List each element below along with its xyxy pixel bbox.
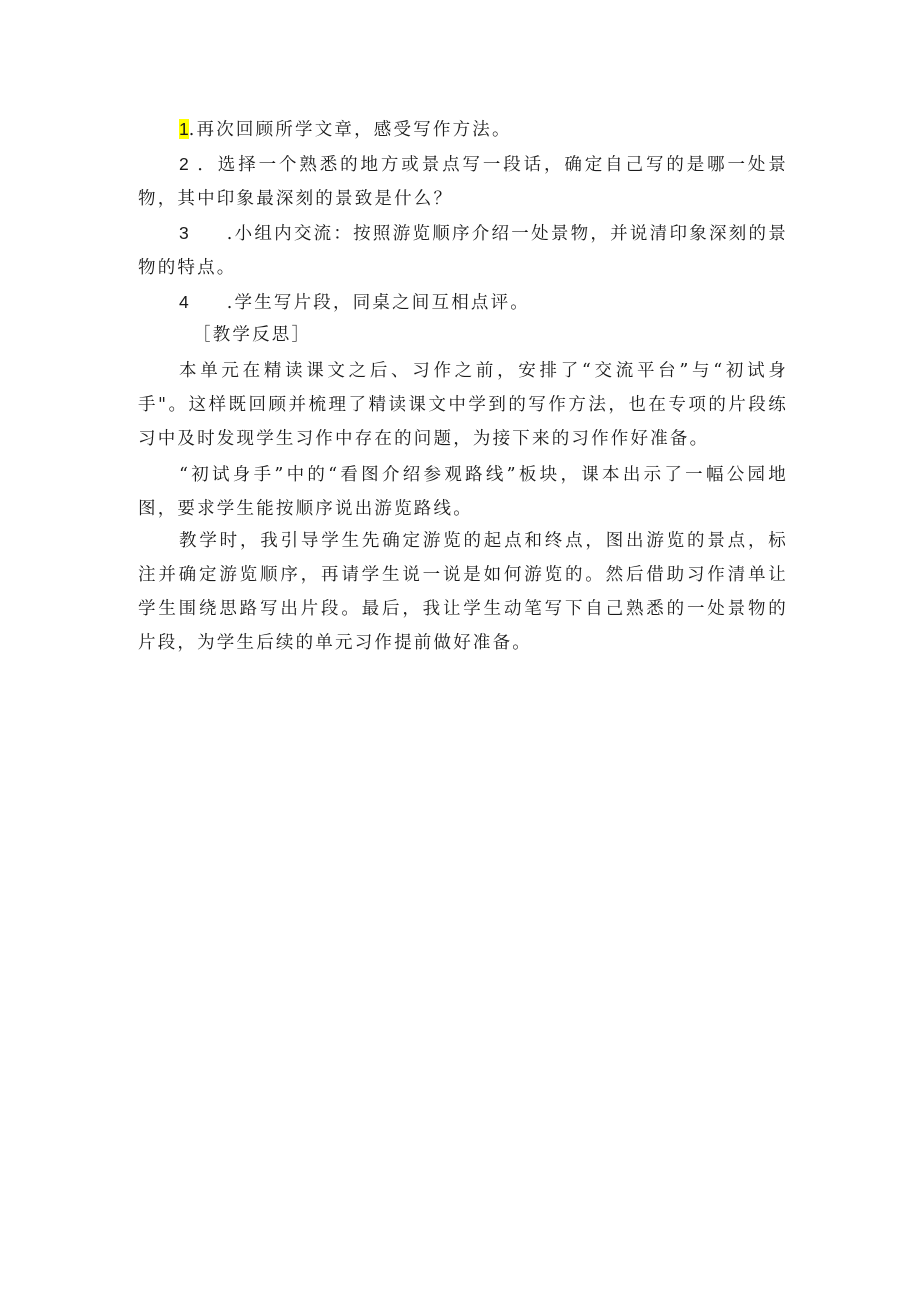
section-heading: ［教学反思］ [193, 325, 312, 345]
step-3 [138, 216, 788, 285]
reflection-paragraph-3: 教学时，我引导学生先确定游览的起点和终点，图出游览的景点，标注并确定游览顺序，再请学生说一说是如何游览的。然后借助习作清单让学生围绕思路写出片段。最后，我让学生动笔写下自己熟悉的一处景物的片段，为学生后续的单元习作提前做好准备。 [138, 531, 788, 653]
step-4-number: 4 [179, 292, 189, 312]
reflection-paragraph-2: “初试身手”中的“看图介绍参观路线”板块，课本出示了一幅公园地图，要求学生能按顺序说出游览路线。 [138, 465, 788, 519]
step-2-number: 2 [179, 154, 189, 174]
step-3-number: 3 [179, 223, 189, 243]
step-2 [138, 147, 788, 216]
step-1-number: 1 [179, 119, 189, 139]
step-1 [138, 112, 788, 147]
step-2-text: ．选择一个熟悉的地方或景点写一段话，确定自己写的是哪一处景物，其中印象最深刻的景致是什么？ [138, 155, 788, 209]
step-4-text: .学生写片段，同桌之间互相点评。 [226, 293, 530, 313]
step-4 [138, 285, 788, 320]
reflection-paragraph-1: 本单元在精读课文之后、习作之前，安排了“交流平台”与“初试身手"。这样既回顾并梳理了精读课文中学到的写作方法，也在专项的片段练习中及时发现学生习作中存在的问题，为接下来的习作作好准备。 [138, 361, 788, 449]
step-3-text: .小组内交流：按照游览顺序介绍一处景物，并说清印象深刻的景物的特点。 [138, 224, 788, 278]
step-1-text: .再次回顾所学文章，感受写作方法。 [188, 120, 512, 140]
